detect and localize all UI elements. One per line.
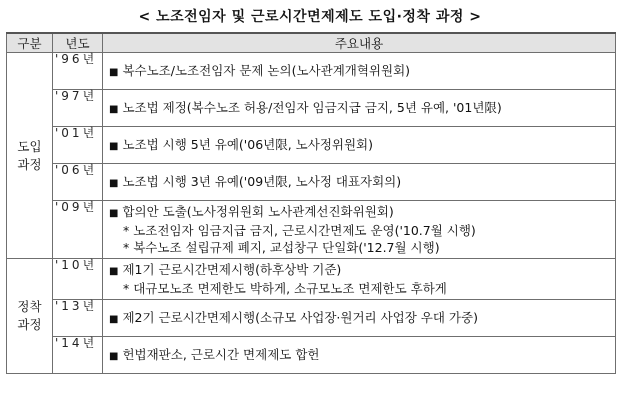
year-cell: '06년 [53, 164, 103, 201]
content-item-text: 제1기 근로시간면제시행(하후상박 기준) [122, 262, 342, 277]
content-sub-note: * 대규모노조 면제한도 박하게, 소규모노조 면제한도 후하게 [123, 281, 447, 296]
category-cell [7, 53, 53, 259]
square-bullet-icon: ■ [109, 66, 119, 78]
square-bullet-icon: ■ [109, 313, 119, 325]
content-cell [103, 201, 616, 259]
year-cell: '96년 [53, 53, 103, 90]
content-cell [103, 53, 616, 90]
square-bullet-icon: ■ [109, 350, 119, 362]
header-year: 년도 [53, 33, 103, 53]
square-bullet-icon: ■ [109, 103, 119, 115]
content-item [109, 203, 609, 222]
content-item-text: 노조법 제정(복수노조 허용/전임자 임금지급 금지, 5년 유예, '01년限) [122, 99, 502, 115]
history-table [6, 32, 616, 374]
page-title: < 노조전임자 및 근로시간면제제도 도입·정착 과정 > [138, 9, 482, 25]
content-cell [103, 90, 616, 127]
table-row [7, 300, 616, 337]
table-header-row [7, 33, 616, 53]
square-bullet-icon: ■ [109, 177, 119, 189]
table-row [7, 90, 616, 127]
table-row [7, 127, 616, 164]
square-bullet-icon: ■ [109, 140, 119, 152]
table-row [7, 53, 616, 90]
year-cell: '10년 [53, 259, 103, 300]
content-item-text: 노조법 시행 5년 유예('06년限, 노사정위원회) [122, 136, 373, 152]
content-sub-note: * 노조전임자 임금지급 금지, 근로시간면제도 운영('10.7월 시행) [123, 223, 476, 238]
category-label-line1: 정착 [17, 299, 42, 314]
content-item-text: 합의안 도출(노사정위원회 노사관계선진화위원회) [122, 204, 394, 219]
square-bullet-icon: ■ [109, 266, 119, 277]
content-item [109, 261, 609, 280]
category-label-line2: 과정 [17, 156, 42, 172]
content-item [109, 62, 609, 81]
content-cell [103, 337, 616, 374]
category-cell [7, 259, 53, 374]
header-category: 구분 [7, 33, 53, 53]
year-cell: '13년 [53, 300, 103, 337]
content-item [109, 136, 609, 155]
content-item [109, 346, 609, 365]
content-cell [103, 164, 616, 201]
content-item [109, 173, 609, 192]
content-item [109, 309, 609, 328]
header-content: 주요내용 [103, 33, 616, 53]
table-row [7, 259, 616, 300]
content-cell [103, 300, 616, 337]
content-sub-note: * 복수노조 설립규제 폐지, 교섭창구 단일화('12.7월 시행) [123, 240, 440, 255]
square-bullet-icon: ■ [109, 208, 119, 219]
content-cell [103, 259, 616, 300]
year-cell: '09년 [53, 201, 103, 259]
year-cell: '97년 [53, 90, 103, 127]
year-cell: '14년 [53, 337, 103, 374]
table-row [7, 164, 616, 201]
content-item-text: 복수노조/노조전임자 문제 논의(노사관계개혁위원회) [122, 62, 411, 78]
category-label-line1: 도입 [17, 138, 42, 154]
content-item [109, 99, 609, 118]
content-item-text: 헌법재판소, 근로시간 면제제도 합헌 [122, 346, 320, 362]
year-cell: '01년 [53, 127, 103, 164]
table-row [7, 337, 616, 374]
table-row [7, 201, 616, 259]
category-label-line2: 과정 [17, 317, 42, 332]
content-item-text: 노조법 시행 3년 유예('09년限, 노사정 대표자회의) [122, 173, 402, 189]
content-item-text: 제2기 근로시간면제시행(소규모 사업장·원거리 사업장 우대 가중) [122, 309, 478, 325]
content-cell [103, 127, 616, 164]
